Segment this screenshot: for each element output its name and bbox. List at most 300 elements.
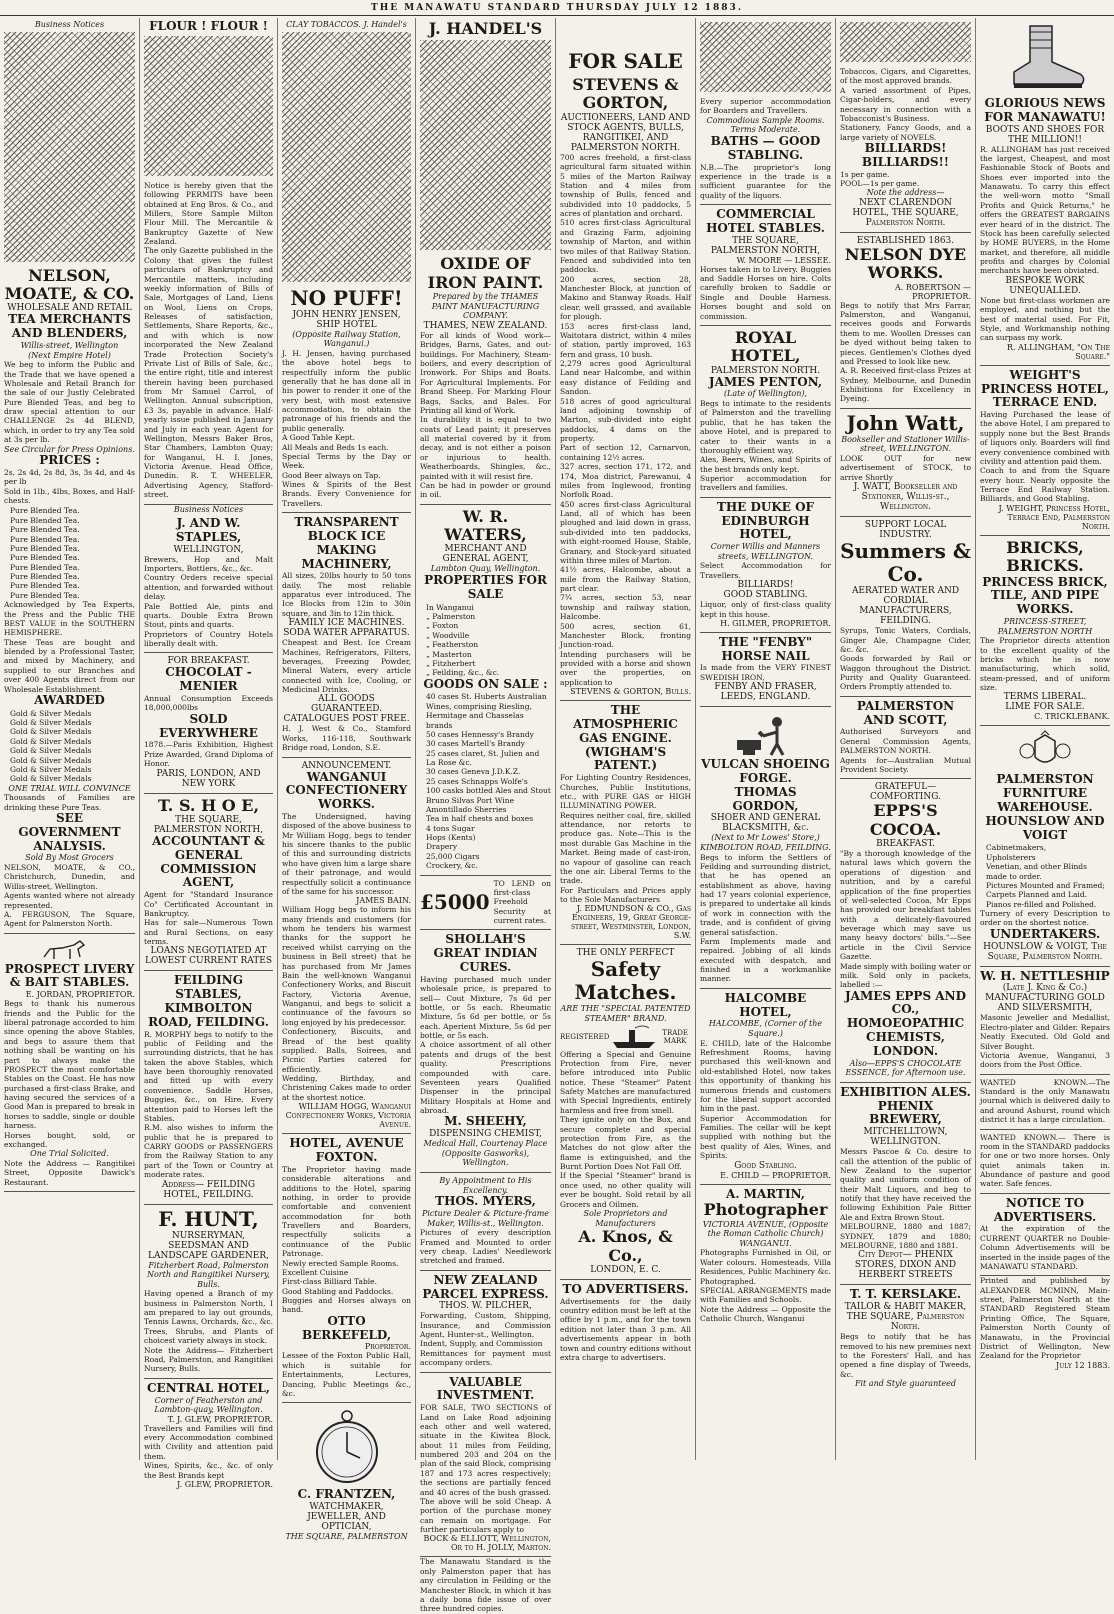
tsho-ad xyxy=(144,794,273,972)
loans: LOANS NEGOTIATED AT LOWEST CURRENT RATES xyxy=(144,946,273,967)
gas-sig: J. EDMUNDSON & CO., Gas Engineers, 19, Great George-street, Westminster, London, S.W. xyxy=(570,904,691,941)
epps-sub: BREAKFAST. xyxy=(876,839,935,850)
kimbolton-ad xyxy=(144,971,273,1204)
martin-name: A. MARTIN, xyxy=(726,1186,805,1201)
column-8 xyxy=(976,18,1114,1460)
flour-head: FLOUR ! FLOUR ! xyxy=(149,19,268,33)
gordon-name: THOMAS GORDON, xyxy=(732,784,799,813)
royal-hotel-ad xyxy=(700,326,831,498)
central-head: CENTRAL HOTEL, xyxy=(147,1380,270,1395)
moate-ad xyxy=(4,264,135,934)
pool-price: POOL—1s per game. xyxy=(840,178,920,188)
ice-head: TRANSPARENT BLOCK ICE MAKING MACHINERY, xyxy=(294,515,399,571)
moate-sub: WHOLESALE AND RETAIL xyxy=(7,303,132,314)
land-text11: 7¾ acres, section 53, near township and railway station, Halcombe. xyxy=(560,593,691,622)
bespoke-text: None but first-class workmen are employed, and nothing but the best of material used. For Fit, Style, and Workmanship nothing can surpass my work. xyxy=(980,295,1110,343)
land-text8: 327 acres, section 171, 172, and 174, Moa district, Parewanui, 4 miles from Inglewood, fronting Norfolk Road. xyxy=(560,462,691,500)
list-item: Gold & Silver Medals xyxy=(10,736,92,746)
imprint-date: July 12 1883. xyxy=(1056,1360,1110,1370)
hotel-head: HOTEL, AVENUE FOXTON. xyxy=(289,1136,404,1165)
summers-sub: AERATED WATER AND CORDIAL MANUFACTURERS, FEILDING. xyxy=(851,586,960,627)
matches-text: Offering a Special and Genuine Protection from Fire, never before introduced into Public notice. These "Steamer" Patent Safety Matches are manufactured with Special Ingredients, entirely harmless and free from smell. xyxy=(560,1049,691,1115)
jensen-stabling: Good Beer always on Tap. xyxy=(282,470,381,480)
penton-text2: Ales, Beers, Wines, and Spirits of the best brands only kept. xyxy=(700,455,831,474)
waters-addr: Lambton Quay, Wellington. xyxy=(430,564,541,574)
list-item: Crockery, &c. xyxy=(426,861,478,871)
wanted2-text: WANTED KNOWN.— There is room in the STANDARD paddocks for one or two more horses. Only quiet animals taken in. Abundance of pasture and good water. Safe fences. xyxy=(980,1132,1110,1189)
penton-text3: Superior accommodation for travellers and families. xyxy=(700,474,831,493)
land-text13: Intending purchasers will be provided with a horse and shown over the properties, on application to xyxy=(560,649,691,687)
col6-top-text: Every superior accommodation for Boarders and Travellers. xyxy=(700,97,831,116)
list-item: Drapery xyxy=(426,842,458,852)
pilcher-text: Forwarding, Custom, Shipping, Insurance, and Commission Agent, Hunter-st., Wellington. xyxy=(420,1311,551,1340)
hotel-cuisine: Excellent Cuisine xyxy=(282,1267,349,1277)
hotel-billiard: First-class Billiard Table. xyxy=(282,1277,377,1287)
hunt-addr: Fitzherbert Road, Palmerston North and Rangitikei Nursery, Bulls. xyxy=(146,1260,271,1289)
central-sig: J. GLEW, PROPRIETOR. xyxy=(177,1479,273,1489)
dye-text2: A. R. Received first-class Prizes at Sydney, Melbourne, and Dunedin Exhibitions for Excellency in Dyeing. xyxy=(840,366,971,404)
tsho-addr: THE SQUARE, PALMERSTON NORTH, xyxy=(153,814,264,835)
masthead xyxy=(0,0,1114,16)
summers-text2: Goods forwarded by Rail or Waggon throughout the District. Purity and Quality Guaranteed. Orders Promptly attended to. xyxy=(840,654,971,692)
pilcher-text2: Indent, Supply, and Commission xyxy=(420,1339,543,1349)
list-item: „ Foxton xyxy=(426,621,459,631)
moate-trade: TEA MERCHANTS AND BLENDERS, xyxy=(8,312,131,341)
list-item: 25,000 Cigars xyxy=(426,851,480,861)
ice-ad xyxy=(282,513,411,757)
indian-cures-ad xyxy=(420,930,551,1173)
commercial-addr: THE SQUARE, PALMERSTON NORTH, xyxy=(710,235,821,256)
matches-text2: They ignite only on the Box, and secure complete and special protection from Fire, as the Matches do not glow after the flame is extinguished, and the Burnt Portion Does Not Fall Off. xyxy=(560,1115,691,1172)
gas-head: THE ATMOSPHERIC GAS ENGINE. (WIGHAM'S PATENT.) xyxy=(573,703,678,773)
central-wines: Wines, Spirits, &c., &c. of only the Best Brands kept xyxy=(144,1461,273,1480)
furniture-ad xyxy=(980,726,1110,966)
oxide-sub: Prepared by the THAMES PAINT MANUFACTURING COMPANY. xyxy=(431,292,540,321)
duke-stabling: GOOD STABLING. xyxy=(723,590,808,601)
hotel-rooms: Newly erected Sample Rooms. xyxy=(282,1258,399,1268)
moate-title: NELSON, MOATE, & CO. xyxy=(4,265,135,303)
watt-text: LOOK OUT for new advertisement of STOCK, to arrive Shortly xyxy=(840,454,971,482)
ferguson: A. FERGUSON, The Square, Agent for Palmerston North. xyxy=(4,909,135,929)
gordon-text2: Farm Implements made and repaired. Jobbing of all kinds executed with despatch, and finished in a workmanlike manner. xyxy=(700,936,831,984)
central-addr: Corner of Featherston and Lambton-quay, Wellington. xyxy=(154,1395,263,1415)
martin-text2: SPECIAL ARRANGEMENTS made with Families and Schools. xyxy=(700,1285,831,1305)
staples-ad xyxy=(144,514,273,653)
dye-head: NELSON DYE WORKS. xyxy=(844,244,967,283)
wanted-known-1 xyxy=(980,1075,1110,1130)
billiards-head: BILLIARDS! BILLIARDS!! xyxy=(861,141,950,169)
support: SUPPORT LOCAL INDUSTRY. xyxy=(864,520,947,541)
pilcher-name: THOS. W. PILCHER, xyxy=(439,1301,532,1312)
vulcan-forge-ad xyxy=(700,707,831,989)
nettleship-addr: Victoria Avenue, Wanganui, 3 doors from the Post Office. xyxy=(980,1050,1110,1070)
list-item: Pure Blended Tea. xyxy=(10,562,80,572)
list-item: 40 cases St. Huberts Australian Wines, comprising Riesling, Hermitage and Chasselas brands xyxy=(426,692,547,730)
oxide-text: For all kinds of Wood work—Bridges, Barns, Gates, and out-buildings. For Machinery, Steam-boilers, and every description of Ironwork. For Ships and Boats. For Agricultural Implements. For Brand Sheep. For Marking Flour Bags, Sacks, and Bales. For Printing all kind of Work. xyxy=(420,330,551,415)
pilcher-text3: Remittances for payment must accompany orders. xyxy=(420,1348,551,1368)
hotel-text: The Proprietor having made considerable alterations and additions to the Hotel, sparing nothing, in order to provide comfortable and convenient accommodation for both Travellers and Boarders, respectfully solicits a continuance of the Public Patronage. xyxy=(282,1164,411,1259)
paris: PARIS, LONDON, AND NEW YORK xyxy=(156,768,261,789)
staples-text2: Country Orders receive special attention, and forwarded without delay. xyxy=(144,573,273,602)
note-address: Note the address— xyxy=(866,188,945,198)
dye-works-ad xyxy=(840,233,971,409)
matches-reg: REGISTERED xyxy=(560,1032,610,1041)
jensen-addr: (Opposite Railway Station, Wanganui.) xyxy=(292,329,401,349)
list-item: 30 cases Geneva J.D.K.Z. xyxy=(426,767,521,777)
waters-props: PROPERTIES FOR SALE xyxy=(424,573,547,601)
kerslake-sig: Fit and Style guaranteed xyxy=(854,1379,957,1389)
blacksmith-icon xyxy=(731,712,801,756)
indian-text: Having purchased much under wholesale price, is prepared to sell— Cout Mixture, 7s 6d per bottle, or 5s each. Rheumatic Mixture, 5s 6d per bottle, or 5s each. Aperient Mixture, 5s 6d per bottle, or 5s each. xyxy=(420,974,551,1041)
boots-sub: BOOTS AND SHOES FOR THE MILLION!! xyxy=(985,124,1105,145)
hunt-text: Having opened a Branch of my business in Palmerston North, I am prepared to lay out grounds, Tennis Lawns, Orchards, &c., &c. Trees, Shrubs, and Plants of choicest variety always in stock. xyxy=(144,1289,273,1346)
menier-head: CHOCOLAT - MENIER xyxy=(165,665,252,694)
land-text: 700 acres freehold, a first-class agricultural farm situated within 5 miles of the Marton Railway Station and 4 miles from township of Bulls, fenced and subdivided into 10 paddocks, 5 acres of plantation and orchard. xyxy=(560,152,691,219)
otto-text: Lessee of the Foxton Public Hall, which is suitable for Entertainments, Lectures, Dancing, Public Meetings &c., &c. xyxy=(282,1351,411,1398)
these-text: These Teas are bought and blended by a Professional Taster, and mixed by Machinery, and supplied to our Branches and over 400 Agents direct from our Wholesale Establishment. xyxy=(4,637,135,694)
watch-name: C. FRANTZEN, xyxy=(297,1487,396,1502)
pocket-watch-icon xyxy=(312,1408,382,1486)
ice-soda: SODA WATER APPARATUS. xyxy=(283,628,410,639)
penton-text: Begs to intimate to the residents of Palmerston and the travelling public, that he has taken the above Hotel, and is prepared to cater to their wants in a thoroughly efficient way. xyxy=(700,399,831,455)
skewed-clipping-area xyxy=(144,36,273,176)
livery-head: PROSPECT LIVERY & BAIT STABLES. xyxy=(4,961,135,990)
myers-sub: Picture Dealer & Picture-frame Maker, Willis-st., Wellington. xyxy=(421,1209,550,1228)
awarded: AWARDED xyxy=(34,692,105,707)
established: ESTABLISHED 1863. xyxy=(856,235,955,246)
gas-text: For Lighting Country Residences, Churches, Public Institutions, etc., with PURE GAS or HIGH ILLUMINATING POWER. xyxy=(560,773,691,811)
hunt-head: F. HUNT, xyxy=(158,1206,259,1231)
epps-also: Also—EPPS'S CHOCOLATE ESSENCE, for Afternoon use. xyxy=(845,1058,966,1078)
list-item: Pure Blended Tea. xyxy=(10,515,80,525)
bricks-ad xyxy=(980,536,1110,727)
exhibition-ales: EXHIBITION ALES. xyxy=(840,1084,971,1099)
prices: 2s, 2s 4d, 2s 8d, 3s, 3s 4d, and 4s per lb xyxy=(4,467,135,487)
column-7 xyxy=(836,18,976,1460)
jensen-meals: All Meals and Beds 1s each. xyxy=(282,442,389,452)
ice-soda-text: Cheapest and Best. Ice Cream Machines, Refrigerators, Filters, beverages, Freezing Powder, Mineral Waters, every article connected with Ice, Cooling, or Medicinal Drinks. xyxy=(282,638,411,695)
gazette-text: The only Gazette published in the Colony that gives the fullest particulars of Bankruptcy and Mercantile matters, including weekly information of Bills of Sale, Mortgages of Land, Liens on Wool, Liens on Crops, Releases of satisfaction, Settlements, Share Reports, &c., and with which is now incorporated the New Zealand Trade Protection Society's Private List of Bills of Sale, &c., the entire right, title and interest therein having been purchased from Mr Samuel Carrol, of Wellington. Annual subscription, £3 3s, payable in advance. Half-yearly issue published in January and July in each year. Agent for Wellington, Messrs Baker Bros, Star Chambers, Lambton Quay; for Wanganui, H. I. Jones, Victoria Avenue. Head Office, Dunedin. R. T. WHEELER, Advertising Agency, Stafford-street. xyxy=(144,246,273,500)
gordon-text: Begs to inform the Settlers of Feilding and surrounding district, that he has opened an establishment as above, having had 17 years colonial experience, is prepared to undertake all kinds of work in connection with the trade, and is confident of giving general satisfaction. xyxy=(700,852,831,937)
list-item: Pure Blended Tea. xyxy=(10,590,80,600)
moate-text: We beg to inform the Public and the Trade that we have opened a Wholesale and Retail Branch for the sale of our Justly Celebrated Pure Blended Teas, and beg to draw special attention to our CHALLENGE 2s 4d BLEND, which, in order to try any Tea sold at 3s per lb. xyxy=(4,360,135,445)
sheehy: M. SHEEHY, xyxy=(444,1114,527,1129)
commercial-prop: W. MOORE — LESSEE. xyxy=(736,255,831,265)
matches-big: Safety Matches. xyxy=(574,957,677,1005)
tobacconist-ad xyxy=(840,64,971,233)
bricks-terms: TERMS LIBERAL. xyxy=(1003,692,1087,703)
forsale-head: FOR SALE xyxy=(568,49,683,73)
matches-sole: Sole Proprietors and Manufacturers xyxy=(583,1208,668,1228)
duke-hotel-ad xyxy=(700,498,831,633)
fenby-head: THE "FENBY" HORSE NAIL xyxy=(718,634,813,663)
tsho-head: T. S. H O E, xyxy=(157,795,260,815)
boarders-ad xyxy=(700,94,831,205)
standard-notice: The Manawatu Standard is the only Palmerston paper that has any circulation in Feilding or the Manchester Block, in which it has a daily bona fide issue of over three hundred copies. xyxy=(420,1557,551,1614)
land-text2: 510 acres first-class Agricultural and Grazing Farm, adjoining township of Marton, and within two miles of that Railway Station. Fenced and subdivided into ten paddocks. xyxy=(560,218,691,275)
list-item: In Wanganui xyxy=(426,602,474,612)
column-4 xyxy=(416,18,556,1614)
col4-top-head: J. HANDEL'S xyxy=(428,19,543,38)
central-prop: T. J. GLEW, PROPRIETOR. xyxy=(167,1414,273,1424)
list-item: Pure Blended Tea. xyxy=(10,543,80,553)
list-item: Venetian, and other Blinds made to order. xyxy=(986,862,1087,881)
martin-addr: VICTORIA AVENUE, (Opposite the Roman Catholic Church) WANGANUI. xyxy=(702,1219,829,1248)
ice-catalogues: CATALOGUES POST FREE. xyxy=(283,714,410,725)
halcombe-head: HALCOMBE HOTEL, xyxy=(724,990,807,1019)
vulcan-head: VULCAN SHOEING FORGE. xyxy=(701,757,830,786)
column-6 xyxy=(696,18,836,1460)
palmerston-head: PALMERSTON AND SCOTT, xyxy=(856,698,955,727)
summers-text: Syrups, Tonic Waters, Cordials, Ginger Ale, Champagne Cider, &c. &c. xyxy=(840,626,971,654)
ice-guaranteed: ALL GOODS GUARANTEED. xyxy=(310,694,383,715)
list-item: Pure Blended Tea. xyxy=(10,581,80,591)
skewed-clipping-area xyxy=(840,22,971,62)
martin-text: Photographs Furnished in Oil, or Water colours. Homesteads, Villa Residences, Public Machinery &c. Photographed. xyxy=(700,1248,831,1286)
hunt-ad xyxy=(144,1205,273,1379)
staples-text: Brewers, Hop and Malt Importers, Bottlers, &c., &c. xyxy=(144,554,273,574)
waters-ad xyxy=(420,505,551,876)
adv-text: Advertisements for the daily country edition must be left at the office by 1 p.m., and for the town edition not later than 3 p.m. All advertisements appear in both town and country editions without extra charge to advertisers. xyxy=(560,1296,691,1362)
sheehy-addr: Medical Hall, Courtenay Place (Opposite Gasworks), Wellington. xyxy=(423,1139,548,1168)
list-item: Gold & Silver Medals xyxy=(10,727,92,737)
nettleship-ad xyxy=(980,967,1110,1075)
list-item: 25 cases claret, St. Julien and La Rose &c. xyxy=(426,748,540,768)
nettleship-text: Masonic Jeweller and Medallist, Electro-plater and Gilder. Repairs Neatly Executed. Old Gold and Silver Bought. xyxy=(980,1013,1110,1051)
palmerston-scott-ad xyxy=(840,697,971,779)
steamship-icon xyxy=(609,1024,659,1050)
sold-sizes: Sold in 1lb., 4lbs, Boxes, and Half-chests. xyxy=(4,486,135,506)
list-item: Upholsterers xyxy=(986,852,1036,862)
list-item: 4 tons Sugar xyxy=(426,823,475,833)
gordon-sub: SHOER AND GENERAL BLACKSMITH, &c. xyxy=(710,813,821,834)
tea-list xyxy=(10,506,135,600)
pipes-text: A varied assortment of Pipes, Cigar-holders, and every necessary in connection with a Tobacconist's Business. xyxy=(840,85,971,123)
kerslake-head: T. T. KERSLAKE. xyxy=(849,1287,962,1302)
ice-west: H. J. West & Co., Stamford Works, 116-118, Southwark Bridge road, London, S.E. xyxy=(282,724,411,753)
duke-sig: H. GILMER, PROPRIETOR. xyxy=(720,618,831,628)
livery-ad xyxy=(4,934,135,1192)
duke-text2: Liquor, only of first-class quality kept in this house. xyxy=(700,600,831,619)
moate-circular: See Circular for Press Opinions. xyxy=(4,444,135,454)
oxide-text3: Can be had in powder or ground in oil. xyxy=(420,480,551,500)
parcel-express-ad xyxy=(420,1271,551,1373)
waters-list xyxy=(426,603,551,678)
livery-prop: E. JORDAN, PROPRIETOR. xyxy=(25,990,135,1000)
allingham-text: R. ALLINGHAM has just received the largest, Cheapest, and most Fashionable Stock of Boots and Shoes ever imported into the Manawatu. To carry this effect the well-worn motto "Small Profits and Quick Returns," he offers the GREATEST BARGAINS ever heard of in the district. The Stock has been carefully selected by HOME BUYERS, in the Home market, and therefore, all middle profits and charges by Colonial merchants have been obviated. xyxy=(980,144,1110,276)
halcombe-text: E. CHILD, late of the Halcombe Refreshment Rooms, having purchased this well-known and old-established Hotel, now takes this opportunity of thanking his numerous friends and customers for the liberal support accorded him in the past. xyxy=(700,1038,831,1114)
phenix-head: PHENIX BREWERY, xyxy=(869,1098,942,1127)
bespoke: BESPOKE WORK UNEQUALLED. xyxy=(1005,275,1085,296)
watt-head: John Watt, xyxy=(846,410,965,435)
central-text: Travellers and Families will find every Accommodation combined with Civility and attention paid them. xyxy=(144,1423,273,1461)
commercial-head: COMMERCIAL HOTEL STABLES. xyxy=(706,207,825,235)
kimbolton-address: Address— FEILDING HOTEL, FEILDING. xyxy=(161,1179,256,1200)
tsho-text2: Has for sale—Numerous Town and Rural Sections, on easy terms. xyxy=(144,918,273,946)
hounslow-sig: HOUNSLOW & VOIGT, The Square, Palmerston North. xyxy=(983,941,1107,962)
waters-sub: MERCHANT AND GENERAL AGENT, xyxy=(442,544,529,565)
stevens-head: STEVENS & GORTON, xyxy=(572,75,679,113)
hogg-text: William Hogg begs to inform his many friends and customers (for whom he tenders his warmest thanks for the support he received whilst carrying on the business in Bell street) that he has purchased from Mr James Bain the well-known Wanganui Confectionery Works, and Biscuit Factory, Victoria Avenue, Wanganui, and begs to solicit a continuance of the favours so long enjoyed by his predecessor. xyxy=(282,905,411,1027)
hounslow-list xyxy=(986,843,1110,909)
notice-head: NOTICE TO ADVERTISERS. xyxy=(993,1195,1097,1224)
list-item: 50 cases Hennessy's Brandy xyxy=(426,729,534,739)
jensen-table: A Good Table Kept. xyxy=(282,433,355,443)
list-item: Pure Blended Tea. xyxy=(10,553,80,563)
land-text10: 41½ acres, Halcombe, about a mile from the Railway Station, part clear. xyxy=(560,565,691,594)
bricks-text: The Proprietor directs attention to the excellent quality of the bricks which he is now manufacturing, which solid, steam-pressed, and of uniform size. xyxy=(980,636,1110,693)
list-item: Gold & Silver Medals xyxy=(10,746,92,756)
duke-billiards: BILLIARDS! xyxy=(737,580,794,591)
menier-consumption: Annual Consumption Exceeds 18,000,000lbs xyxy=(144,694,273,713)
palmerston-text2: Agents for—Australian Mutual Provident Society. xyxy=(840,755,971,774)
phenix-awards: MELBOURNE, 1880 and 1887; SYDNEY, 1879 and 1880; MELBOURNE, 1880 and 1881. xyxy=(840,1222,971,1250)
epps-text: "By a thorough knowledge of the natural laws which govern the operations of digestion and nutrition, and by a careful application of the fine properties of well-selected Cocoa, Mr Epps has provided our breakfast tables with a delicately-flavoured beverage which may save us many heavy doctors' bills."—See article in the Civil Service Gazette. xyxy=(840,849,971,962)
skewed-clipping-area xyxy=(420,40,551,250)
kerslake-ad xyxy=(840,1285,971,1392)
tsho-title: ACCOUNTANT & GENERAL COMMISSION AGENT, xyxy=(152,833,265,890)
halcombe-addr: HALCOMBE, (Corner of the Square.) xyxy=(708,1019,823,1039)
photographer-ad xyxy=(700,1185,831,1328)
land-text7: Part of section 12, Carnarvon, containing 12½ acres. xyxy=(560,443,691,462)
indian-text2: A choice assortment of all other patents and drugs of the best quality. Prescriptions compounded with care. Seventeen years Qualified Dispenser in the principal Military Hospitals at Home and abroad. xyxy=(420,1040,551,1116)
moate-addr3: NELSON, MOATE, & CO., Christchurch, Dunedin, and Willis-street, Wellington. xyxy=(4,863,135,891)
matches-trade: TRADE MARK xyxy=(662,1028,689,1045)
stevens-ad xyxy=(560,73,691,701)
watchmaker-ad xyxy=(282,1403,411,1545)
land-text12: 500 acres, section 61, Manchester Block, fronting Junction-road. xyxy=(560,621,691,650)
jensen-text: J. H. Jensen, having purchased the above hotel begs to respectfully inform the public generally that he has done all in his power to render it one of the very best, with most extensive accommodation, to obtain the patronage of his friends and the public generally. xyxy=(282,348,411,433)
photographer-head: Photographer xyxy=(703,1200,828,1220)
list-item: „ Feilding, &c., &c. xyxy=(426,668,500,678)
epps-text2: Made simply with boiling water or milk. Sold only in packets, labelled :— xyxy=(840,961,971,990)
matches-sub: ARE THE "SPECIAL PATENTED STEAMER" BRAND. xyxy=(560,1004,691,1023)
list-item: „ Palmerston xyxy=(426,612,476,622)
undertakers: UNDERTAKERS. xyxy=(989,926,1101,941)
analysis: SEE GOVERNMENT ANALYSIS. xyxy=(18,811,121,853)
list-item: Gold & Silver Medals xyxy=(10,764,92,774)
col1-label: Business Notices xyxy=(34,20,105,29)
billiards-price: 1s per game. xyxy=(840,169,890,179)
otto-prop: Proprietor. xyxy=(364,1342,411,1352)
col6-baths-text: N.B.—The proprietor's long experience in the trade is a sufficient guarantee for the quality of the liquors. xyxy=(700,162,831,200)
jensen-wines: Wines & Spirits of the Best Brands. Every Convenience for Travellers. xyxy=(282,480,411,508)
palmerston-text: Authorised Surveyors and General Commission Agents, PALMERSTON NORTH. xyxy=(840,727,971,756)
adv-head: TO ADVERTISERS. xyxy=(562,1281,689,1296)
weight-text2: Coach to and from the Square every hour. Nearly opposite the Terrace End Railway Station. Billiards, and Good Stabling. xyxy=(980,466,1110,504)
phenix-text: Messrs Pascoe & Co. desire to call the attention of the public of New Zealand to the superior quality and uniform condition of their Malt Liquors, and beg to notify that they have received the following Exhibition Pale Bitter Ale and Extra Brown Stout. xyxy=(840,1147,971,1222)
wanted-known-2 xyxy=(980,1130,1110,1194)
hunt-sub: NURSERYMAN, SEEDSMAN AND LANDSCAPE GARDENER, xyxy=(148,1230,269,1261)
wanted1-text: WANTED KNOWN.—The Standard is the only Manawatu journal which is delivered daily to and around Ashurst, round which district it has a large circulation. xyxy=(980,1077,1110,1125)
matches-trademark-row xyxy=(560,1024,691,1050)
epps-sig: JAMES EPPS AND CO., HOMOEOPATHIC CHEMISTS, LONDON. xyxy=(845,988,966,1058)
gas-text2: Requires neither coal, fire, skilled attendance, nor retorts to produce gas. Note—This is the most durable Gas Machine in the Market. Being made of cast-iron, no vapour of gasoline can reach the one air. Liberal Terms to the trade. xyxy=(560,810,691,886)
sheehy-sub: DISPENSING CHEMIST, xyxy=(429,1129,542,1140)
invest-sig: BOCK & ELLIOTT, Wellington, Or to H. JOLLY, Marton. xyxy=(423,1534,551,1553)
kimbolton-text2: R.M. also wishes to inform the public that he is prepared to CARRY GOODS or PASSENGERS from the Railway Station to any part of the Town or Country at moderate rates. xyxy=(144,1123,273,1180)
col7-top-text: Tobaccos, Cigars, and Cigarettes, of the most approved brands. xyxy=(840,67,971,86)
epps-head: EPPS'S COCOA. xyxy=(869,801,942,839)
oxide-text2: In durability it is equal to two coats of Lead paint; it preserves all material covered by it from decay, and is not either a poison or injurious to health. Weatherboards, Shingles, &c., painted with it will resist fire. xyxy=(420,415,551,481)
hotel-buggies: Buggies and Horses always on hand. xyxy=(282,1296,411,1315)
prices-head: PRICES : xyxy=(39,453,100,468)
bricks-addr: PRINCESS-STREET, PALMERSTON NORTH xyxy=(997,617,1093,636)
lime: LIME FOR SALE. xyxy=(1005,702,1085,713)
summers-ad xyxy=(840,517,971,697)
list-item: „ Masterton xyxy=(426,649,472,659)
kimbolton-text: R. MORPHY begs to notify to the public of Feilding and the surrounding districts, that he has taken the above Stables, which have been thoroughly renovated and fitted up with every convenience. Saddle Horses, Buggies, &c., on Hire. Every attention paid to Horses left the Stables. xyxy=(144,1029,273,1123)
commercial-stables-ad xyxy=(700,205,831,326)
imprint: Printed and published by ALEXANDER MCMINN, Main-street, Palmerston North at the STANDARD Registered Steam Printing Office, The Square, Palmerston North County of Manawatu, in the Provincial District of Wellington, New Zealand for the Proprietor xyxy=(980,1276,1110,1361)
gordon-addr: (Next to Mr Lowes' Store,) KIMBOLTON ROAD, FEILDING. xyxy=(700,833,831,852)
otto-name: OTTO BERKEFELD, xyxy=(301,1313,392,1342)
list-item: Pictures Mounted and Framed; xyxy=(986,880,1105,890)
knos-addr: LONDON, E. C. xyxy=(590,1264,661,1275)
list-item: Amontillado Sherries xyxy=(426,804,507,814)
fenby-text: Is made from the VERY FINEST SWEDISH IRON, xyxy=(700,663,831,682)
col3-top-notices: CLAY TOBACCOS. J. Handel's xyxy=(286,20,407,29)
column-2 xyxy=(140,18,278,1489)
allingham-sig: R. ALLINGHAM, "On The Square." xyxy=(1006,342,1110,361)
col6-sample: Commodious Sample Rooms. Terms Moderate. xyxy=(706,115,825,135)
halcombe-stabling: Good Stabling. xyxy=(734,1160,797,1171)
confect-sig: JAMES BAIN. xyxy=(356,896,411,906)
invest-head: VALUABLE INVESTMENT. xyxy=(436,1374,535,1403)
halcombe-text2: Superior Accommodation for Families. The cellar will be kept supplied with nothing but the best quality of Ales, Wines, and Spirits. xyxy=(700,1113,831,1161)
livery-text2: Horses bought, sold, or exchanged. xyxy=(4,1130,135,1149)
indian-head: SHOLLAH'S GREAT INDIAN CURES. xyxy=(433,932,538,975)
royal-head: ROYAL HOTEL, xyxy=(730,327,801,366)
stevens-sub: AUCTIONEERS, LAND AND STOCK AGENTS, BULLS, RANGITIKEI, AND PALMERSTON NORTH. xyxy=(560,112,691,153)
moate-addr2: (Next Empire Hotel) xyxy=(28,350,111,360)
hotel-stabling: Good Stabling and Paddocks. xyxy=(282,1286,394,1296)
skewed-clipping-area xyxy=(700,22,831,92)
epps-cocoa-ad xyxy=(840,779,971,1083)
sold-by: Sold By Most Grocers xyxy=(25,853,114,863)
matches-ad xyxy=(560,945,691,1280)
list-item: Pianos re-filled and Polished. xyxy=(986,899,1097,909)
bricks-head: BRICKS, BRICKS. xyxy=(1006,537,1084,576)
list-item: Hops (Kents) xyxy=(426,833,476,843)
paris-award: 1878.—Paris Exhibition, Highest Prize Awarded, Grand Diploma of Honor. xyxy=(144,740,273,769)
land-text3: 200 acres, section 28, Manchester Block, at junction of Makino and Stanway Roads. Half clear, well grassed, and available for plough. xyxy=(560,274,691,322)
column-5 xyxy=(556,18,696,1460)
ice-family: FAMILY ICE MACHINES. xyxy=(288,618,405,629)
investment-ad xyxy=(420,1373,551,1558)
fenby-sig: FENBY AND FRASER, LEEDS, ENGLAND. xyxy=(714,682,817,703)
advertisers-ad xyxy=(560,1280,691,1366)
waters-head: W. R. WATERS, xyxy=(444,506,527,545)
column-3 xyxy=(278,18,416,1542)
loan-ad xyxy=(420,876,551,931)
one-trial: ONE TRIAL WILL CONVINCE xyxy=(8,783,131,793)
watch-sub: WATCHMAKER, JEWELLER, AND OPTICIAN, xyxy=(307,1502,386,1533)
list-item: Cabinetmakers, xyxy=(986,843,1047,853)
agents-wanted: Agents wanted where not already represented. xyxy=(4,891,135,910)
list-item: „ Woodville xyxy=(426,630,470,640)
breakfast: FOR BREAKFAST. xyxy=(167,656,250,667)
confect-head: WANGANUI CONFECTIONERY WORKS. xyxy=(285,769,408,812)
thousands: Thousands of Families are drinking these Pure Teas. xyxy=(4,793,135,812)
weight-text: Having Purchased the lease of the above Hotel, I am prepared to supply none but the Best Brands of liquors only. Boarders will find every convenience combined with civility and attention paid them. xyxy=(980,410,1110,466)
tsho-text: Agent for "Standard Insurance Co" Certificated Accountant in Bankruptcy. xyxy=(144,890,273,918)
hogg-text3: Wedding, Birthday, and Christening Cakes made to order at the shortest notice. xyxy=(282,1074,411,1102)
myers-text: Pictures of every description Framed and Mounted to order very cheap. Ladies' Needlework stretched and framed. xyxy=(420,1228,551,1266)
list-item: 25 cases Schnapps Wolfe's xyxy=(426,776,528,786)
watt-sub: Bookseller and Stationer Willis-street, WELLINGTON. xyxy=(841,434,970,454)
penton-name: JAMES PENTON, xyxy=(708,374,823,389)
